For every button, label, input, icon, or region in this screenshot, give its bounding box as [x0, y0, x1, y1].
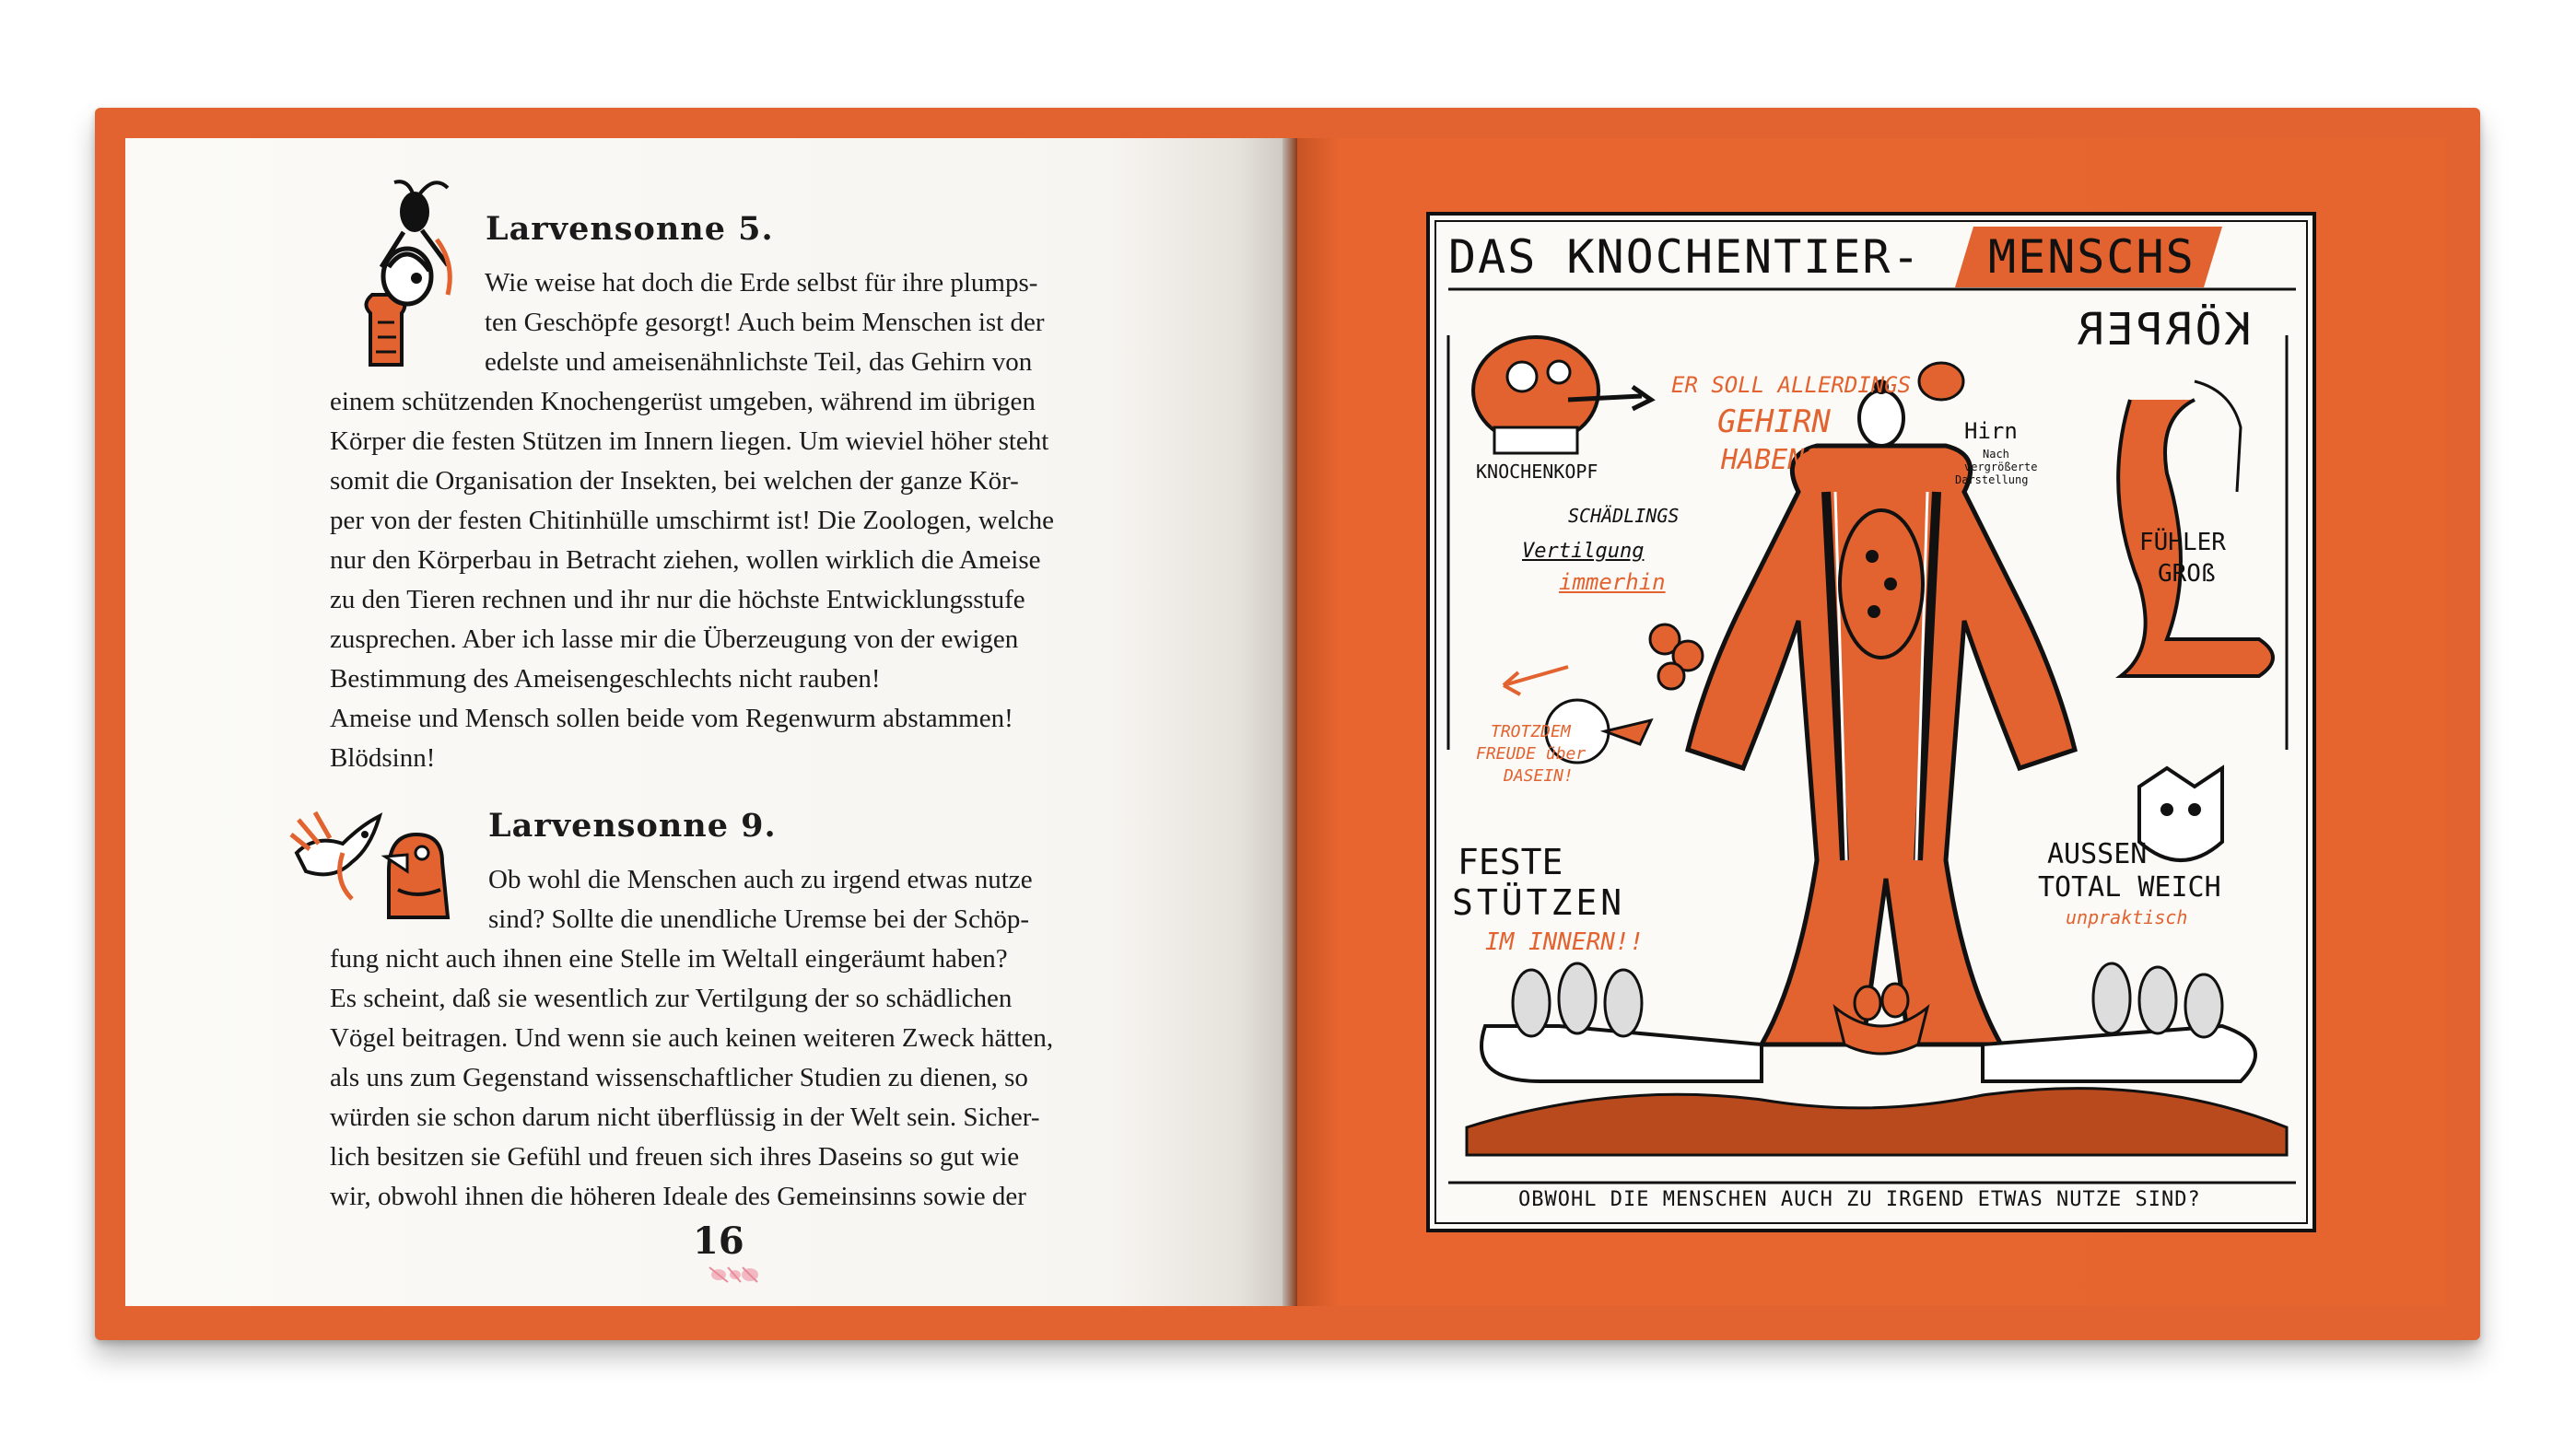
label-aussen-line2: TOTAL WEICH: [2038, 871, 2221, 904]
text-line: lich besitzen sie Gefühl und freuen sich ihres Daseins so gut wie: [330, 1142, 1020, 1172]
illustration-panel: [1426, 212, 2316, 1232]
label-trotzdem-line3: DASEIN!: [1504, 766, 1574, 786]
text-line: edelste und ameisenähnlichste Teil, das Gehirn von: [485, 347, 1033, 377]
illustration-caption: OBWOHL DIE MENSCHEN AUCH ZU IRGEND ETWAS NUTZE SIND?: [1518, 1188, 2201, 1211]
ant-footer-icon: [700, 1264, 774, 1286]
text-line: Ameise und Mensch sollen beide vom Regenwurm abstammen!: [330, 704, 1013, 733]
page-number: 16: [693, 1219, 744, 1263]
label-hirn-note-3: Darstellung: [1955, 473, 2029, 486]
label-trotzdem-line2: FREUDE über: [1476, 744, 1587, 764]
text-line: Bestimmung des Ameisengeschlechts nicht rauben!: [330, 664, 881, 694]
label-gehirn-line1: ER SOLL ALLERDINGS: [1671, 372, 1912, 398]
book-spine: [1282, 138, 1297, 1306]
text-line: wir, obwohl ihnen die höheren Ideale des Gemeinsinns sowie der: [330, 1182, 1026, 1211]
section-heading-larvensonne-5: Larvensonne 5.: [486, 210, 774, 248]
text-line: ten Geschöpfe gesorgt! Auch beim Menschen ist der: [485, 308, 1045, 337]
section-heading-larvensonne-9: Larvensonne 9.: [488, 807, 777, 845]
label-gehirn-line3: HABEN?!: [1721, 444, 1838, 476]
label-schaedlings: SCHÄDLINGS: [1568, 505, 1680, 527]
label-immerhin: immerhin: [1559, 569, 1666, 595]
label-hirn: Hirn: [1964, 418, 2018, 444]
label-aussen-line3: unpraktisch: [2066, 906, 2188, 928]
label-feste-line3: IM INNERN!!: [1485, 928, 1645, 956]
text-line: Wie weise hat doch die Erde selbst für ihre plumps-: [485, 268, 1038, 298]
text-line: Es scheint, daß sie wesentlich zur Vertilgung der so schädlichen: [330, 984, 1013, 1013]
illustration-title-black: DAS KNOCHENTIER-: [1448, 230, 1922, 284]
label-knochenkopf: KNOCHENKOPF: [1476, 461, 1598, 483]
text-line: Vögel beitragen. Und wenn sie auch keinen weiteren Zweck hätten,: [330, 1023, 1054, 1053]
label-aussen-line1: AUSSEN: [2047, 838, 2148, 870]
label-hirn-note-1: Nach: [1983, 448, 2009, 461]
text-line: fung nicht auch ihnen eine Stelle im Weltall eingeräumt haben?: [330, 944, 1008, 974]
label-feste-line1: FESTE: [1458, 842, 1563, 882]
illustration-title-mirror: KÖRPER: [2075, 304, 2252, 356]
text-line: Ob wohl die Menschen auch zu irgend etwas nutze: [488, 865, 1033, 894]
text-line: per von der festen Chitinhülle umschirmt ist! Die Zoologen, welche: [330, 506, 1055, 535]
label-trotzdem-line1: TROTZDEM: [1491, 722, 1571, 741]
section-body-larvensonne-5: [330, 263, 1177, 778]
illustration-title-orange: MENSCHS: [1988, 230, 2195, 284]
section-body-larvensonne-9: [330, 860, 1177, 1217]
label-feste-line2: STÜTZEN: [1452, 882, 1626, 923]
text-line: nur den Körperbau in Betracht ziehen, wollen wirklich die Ameise: [330, 545, 1041, 575]
text-line: einem schützenden Knochengerüst umgeben, während im übrigen: [330, 387, 1036, 416]
label-hirn-note-2: vergrößerte: [1964, 461, 2038, 473]
label-vertilgung: Vertilgung: [1522, 540, 1645, 563]
text-line: sind? Sollte die unendliche Uremse bei der Schöp-: [488, 904, 1030, 934]
label-fuehler-line1: FÜHLER: [2139, 529, 2226, 556]
label-fuehler-line2: GROß: [2158, 560, 2216, 588]
text-line: somit die Organisation der Insekten, bei welchen der ganze Kör-: [330, 466, 1019, 496]
text-line: zu den Tieren rechnen und ihr nur die höchste Entwicklungsstufe: [330, 585, 1025, 614]
text-line: Körper die festen Stützen im Innern liegen. Um wieviel höher steht: [330, 426, 1049, 456]
label-gehirn-line2: GEHIRN: [1717, 403, 1831, 440]
text-line: Blödsinn!: [330, 743, 436, 773]
text-line: zusprechen. Aber ich lasse mir die Überzeugung von der ewigen: [330, 624, 1019, 654]
text-line: würden sie schon darum nicht überflüssig in der Welt sein. Sicher-: [330, 1102, 1040, 1132]
text-line: als uns zum Gegenstand wissenschaftlicher Studien zu dienen, so: [330, 1063, 1028, 1092]
